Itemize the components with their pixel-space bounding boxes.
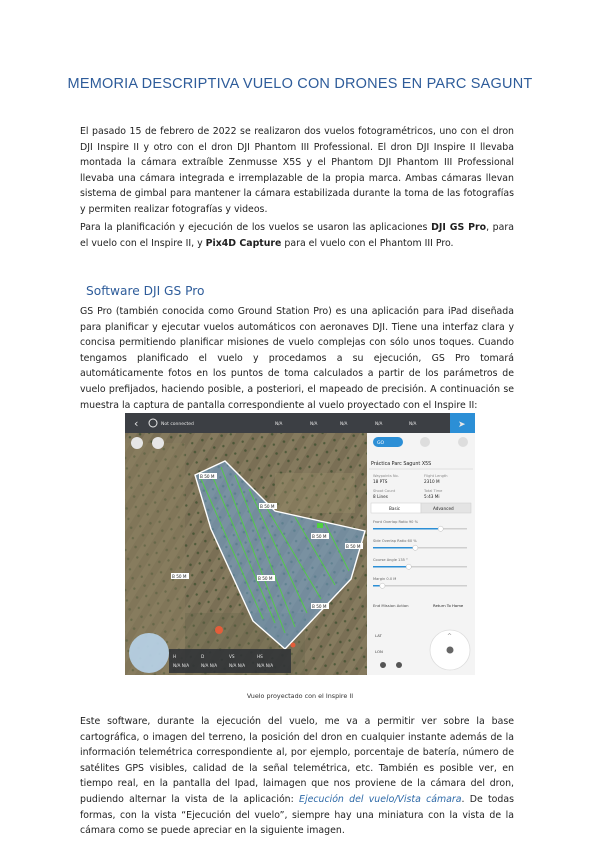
paragraph-gspro: GS Pro (también conocida como Ground Station Pro) es una aplicación para iPad diseñada para planificar y ejecutar vuelos automáticos con aeronaves DJI. Tiene una interfaz clara y concisa permitiendo planificar misiones de vuelo complejas con sólo unos toques. Cuando tengamos planificado el vuelo y procedamos a su ejecución, GS Pro tomará automáticamente fotos en los puntos de toma calculados a partir de los parámetros de vuelo prefijados, haciendo posible, a posteriori, el mapeado de precisión. A continuación se muestra la captura de pantalla correspondiente al vuelo proyectado con el Inspire II: — [80, 306, 514, 411]
svg-text:Total Time: Total Time — [424, 489, 443, 493]
svg-text:VS: VS — [229, 654, 235, 659]
svg-text:Advanced: Advanced — [433, 506, 454, 511]
svg-text:B 50 M: B 50 M — [312, 604, 327, 609]
back-icon[interactable]: ‹ — [134, 417, 139, 430]
slider-label: Margin 0.0 M — [373, 577, 397, 581]
return-home-select[interactable]: Return To Home — [433, 603, 464, 608]
home-point-marker[interactable] — [317, 523, 323, 528]
svg-text:N/A: N/A — [275, 421, 283, 426]
more-icon[interactable] — [420, 437, 430, 447]
connection-status: Not connected — [161, 422, 194, 427]
map-layer-icon[interactable] — [152, 437, 164, 449]
mission-name[interactable]: Práctica Parc Sagunt X5S — [371, 462, 432, 467]
telemetry-bar — [169, 649, 291, 673]
slider-handle[interactable] — [380, 583, 385, 588]
svg-text:H: H — [173, 654, 177, 659]
svg-text:Waypoints No.: Waypoints No. — [373, 474, 399, 478]
upload-icon[interactable] — [458, 437, 468, 447]
slider-track[interactable] — [373, 585, 467, 587]
pin-icon[interactable] — [215, 626, 223, 634]
svg-text:N/A: N/A — [375, 421, 383, 426]
view-mode-text: Ejecución del vuelo/Vista cámara — [299, 793, 462, 805]
svg-text:GO: GO — [377, 441, 385, 446]
slider-fill — [373, 528, 441, 530]
figure-caption: Vuelo proyectado con el Inspire II — [246, 692, 354, 700]
paragraph-apps: Para la planificación y ejecución de los vuelos se usaron las aplicaciones DJI GS Pro, para el vuelo con el Inspire II, y Pix4D Capture para el vuelo con el Phantom III Pro. — [80, 222, 514, 249]
svg-text:LAT: LAT — [375, 633, 382, 638]
svg-text:N/A: N/A — [310, 421, 318, 426]
slider-handle[interactable] — [406, 564, 411, 569]
svg-text:End Mission Action: End Mission Action — [373, 603, 409, 608]
svg-text:B 50 M: B 50 M — [260, 504, 275, 509]
svg-text:8 Lines: 8 Lines — [373, 494, 388, 499]
page-title: MEMORIA DESCRIPTIVA VUELO CON DRONES EN PARC SAGUNT — [67, 76, 533, 92]
pin-icon[interactable] — [291, 643, 296, 648]
svg-text:HS: HS — [257, 654, 263, 659]
location-icon[interactable] — [396, 662, 402, 668]
app-name-pix4d: Pix4D Capture — [205, 237, 282, 249]
paragraph-intro: El pasado 15 de febrero de 2022 se realizaron dos vuelos fotogramétricos, uno con el dron DJI Inspire II y otro con el dron DJI Phantom III Professional. El dron DJI Inspire II llevaba montada la cámara extraíble Zenmusse X5S y el Phantom DJI Phantom III Professional llevaba una cámara integrada e irremplazable de la propia marca. Ambas cámaras llevan sistema de gimbal para mantener la cámara estabilizada durante la toma de las fotografías y permiten realizar fotografías y videos. — [80, 126, 514, 215]
svg-text:D: D — [201, 654, 205, 659]
svg-text:N/A N/A: N/A N/A — [201, 663, 218, 668]
slider-fill — [373, 566, 409, 568]
slider-handle[interactable] — [438, 526, 443, 531]
svg-text:Flight Length: Flight Length — [424, 474, 448, 478]
slider-label: Course Angle 135 ° — [373, 558, 408, 562]
svg-text:N/A: N/A — [409, 421, 417, 426]
svg-text:N/A N/A: N/A N/A — [229, 663, 246, 668]
svg-text:N/A N/A: N/A N/A — [173, 663, 190, 668]
app-name-gspro: DJI GS Pro — [431, 222, 487, 233]
svg-text:5:43 Mi: 5:43 Mi — [424, 494, 440, 499]
plane-icon: ➤ — [458, 420, 466, 430]
slider-fill — [373, 547, 415, 549]
radar-minimap[interactable] — [129, 633, 169, 673]
svg-text:18 PTS: 18 PTS — [373, 479, 388, 484]
slider-handle[interactable] — [413, 545, 418, 550]
trash-icon[interactable] — [380, 662, 386, 668]
slider-label: Side Overlap Ratio 60 % — [373, 539, 417, 543]
svg-text:2310 M: 2310 M — [424, 479, 440, 484]
svg-text:B 50 M: B 50 M — [258, 576, 273, 581]
svg-text:B 50 M: B 50 M — [200, 474, 215, 479]
svg-text:Shoot Count: Shoot Count — [373, 489, 396, 493]
svg-text:LON: LON — [375, 649, 383, 654]
settings-icon[interactable] — [131, 437, 143, 449]
svg-text:B 50 M: B 50 M — [312, 534, 327, 539]
paragraph-execution: Este software, durante la ejecución del vuelo, me va a permitir ver sobre la base cartográfica, o imagen del terreno, la posición del dron en cualquier instante además de la información telemétrica correspondiente al, por ejemplo, porcentaje de batería, número de satélites GPS visibles, calidad de la señal telemétrica, etc. También es posible ver, en tiempo real, en la pantalla del Ipad, laimagen que nos proviene de la cámara del dron, pudiendo alternar la vista de la aplicación: Ejecución del vuelo/Vista cámara. De todas formas, con la vista “Ejecución del vuelo”, siempre hay una miniatura con la vista de la cámara como se puede apreciar en la siguiente imagen. — [80, 716, 514, 837]
svg-text:B 50 M: B 50 M — [346, 544, 361, 549]
svg-text:Basic: Basic — [389, 506, 401, 511]
svg-text:B 50 M: B 50 M — [172, 574, 187, 579]
gspro-screenshot — [125, 413, 475, 675]
slider-label: Front Overlap Ratio 90 % — [373, 520, 418, 524]
svg-text:^: ^ — [447, 633, 453, 640]
svg-text:N/A: N/A — [340, 421, 348, 426]
svg-text:N/A N/A: N/A N/A — [257, 663, 274, 668]
section-heading: Software DJI GS Pro — [86, 284, 205, 298]
